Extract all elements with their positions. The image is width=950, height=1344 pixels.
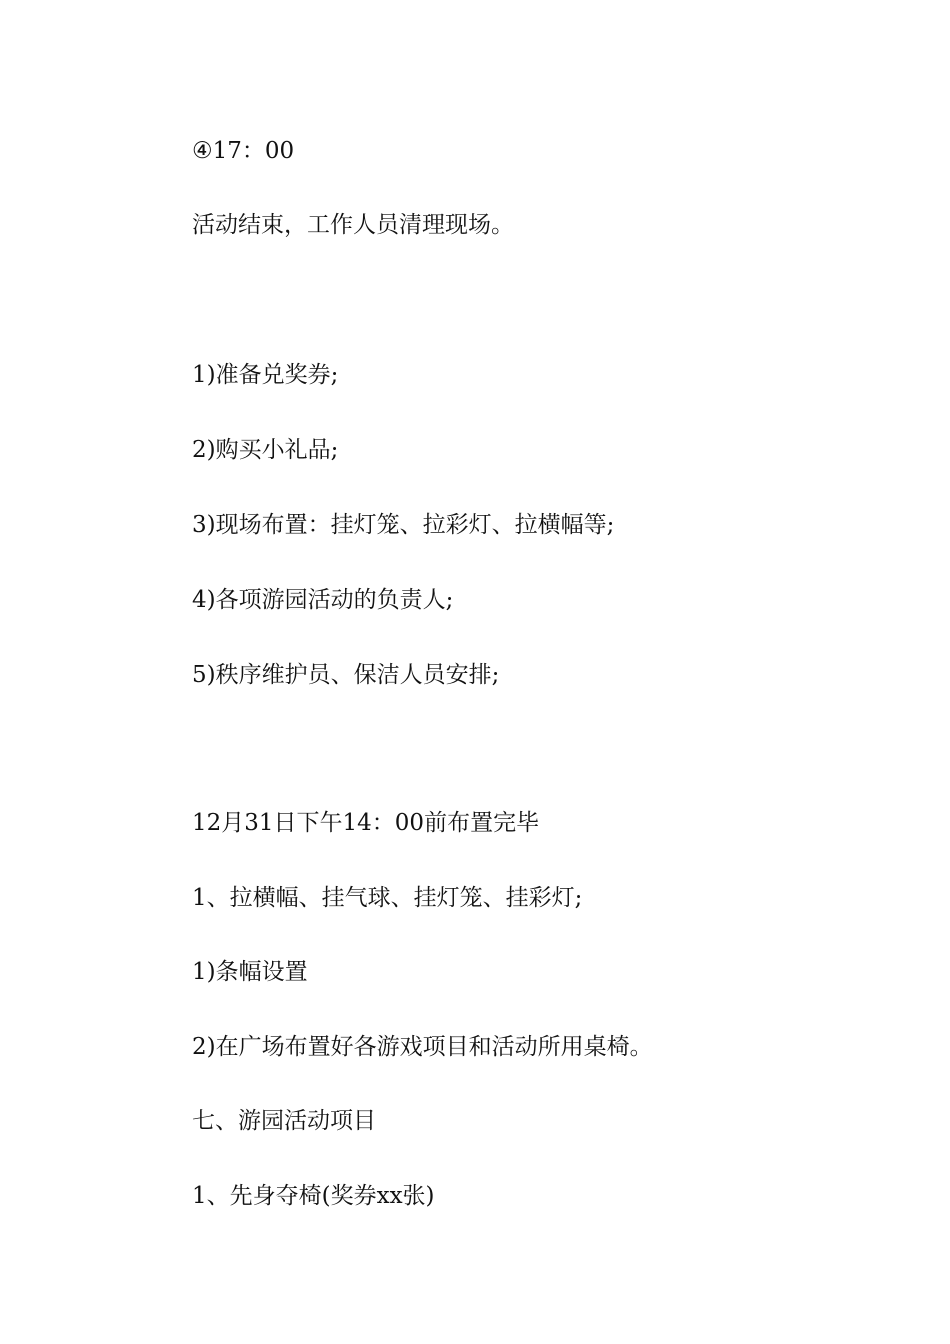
time-heading: ④17：00 — [192, 138, 295, 164]
list-item-banner-setup: 1)条幅设置 — [192, 959, 308, 985]
section-heading-activities: 七、游园活动项目 — [192, 1108, 376, 1134]
list-item-plaza-setup: 2)在广场布置好各游戏项目和活动所用桌椅。 — [192, 1034, 653, 1060]
list-item-decorations: 1、拉横幅、挂气球、挂灯笼、挂彩灯; — [192, 885, 583, 911]
paragraph-activity-end: 活动结束，工作人员清理现场。 — [192, 212, 514, 238]
list-item-first-activity: 1、先身夺椅(奖券xx张) — [192, 1183, 435, 1209]
list-item-activity-leaders: 4)各项游园活动的负责人; — [192, 587, 454, 613]
list-item-buy-gifts: 2)购买小礼品; — [192, 437, 339, 463]
list-item-order-cleaning-staff: 5)秩序维护员、保洁人员安排; — [192, 662, 500, 688]
list-item-site-layout: 3)现场布置：挂灯笼、拉彩灯、拉横幅等; — [192, 512, 615, 538]
list-item-prepare-coupons: 1)准备兑奖券; — [192, 362, 339, 388]
schedule-deadline: 12月31日下午14：00前布置完毕 — [192, 810, 540, 836]
